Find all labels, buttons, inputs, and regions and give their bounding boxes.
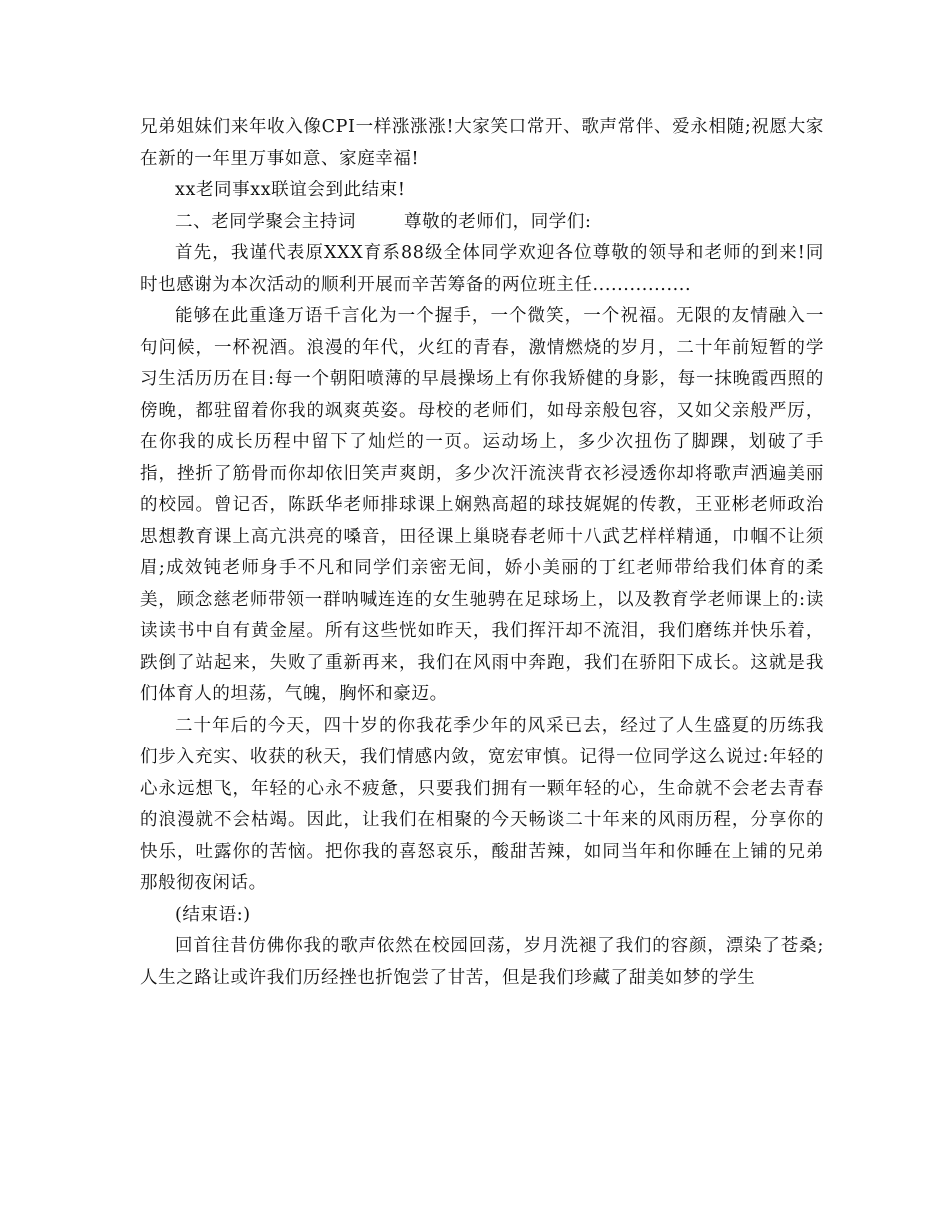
salutation: 尊敬的老师们，同学们: bbox=[404, 211, 592, 232]
paragraph-memories: 能够在此重逢万语千言化为一个握手，一个微笑，一个祝福。无限的友情融入一句问候，一杯祝酒。浪漫的年代，火红的青春，激情燃烧的岁月，二十年前短暂的学习生活历历在目:每一个朝阳喷薄的早晨操场上有你我矫健的身影，每一抹晚霞西照的傍晚，都驻留着你我的飒爽英姿。母校的老师们，如母亲般包容，又如父亲般严厉，在你我的成长历程中留下了灿烂的一页。运动场上，多少次扭伤了脚踝，划破了手指，挫折了筋骨而你却依旧笑声爽朗，多少次汗流浃背衣衫浸透你却将歌声洒遍美丽的校园。曾记否，陈跃华老师排球课上娴熟高超的球技娓娓的传教，王亚彬老师政治思想教育课上高亢洪亮的嗓音，田径课上巢晓春老师十八武艺样样精通，巾帼不让须眉;成效钝老师身手不凡和同学们亲密无间，娇小美丽的丁红老师带给我们体育的柔美，顾念慈老师带领一群呐喊连连的女生驰骋在足球场上，以及教育学老师课上的:读读读书中自有黄金屋。所有这些恍如昨天，我们挥汗却不流泪，我们磨练并快乐着，跌倒了站起来，失败了重新再来，我们在风雨中奔跑，我们在骄阳下成长。这就是我们体育人的坦荡，气魄，胸怀和豪迈。 bbox=[140, 306, 824, 704]
paragraph-closing-wishes: 兄弟姐妹们来年收入像CPI一样涨涨涨!大家笑口常开、歌声常伴、爱永相随;祝愿大家在新的一年里万事如意、家庭幸福! bbox=[140, 117, 824, 169]
paragraph-looking-back: 回首往昔仿佛你我的歌声依然在校园回荡，岁月洗褪了我们的容颜，漂染了苍桑;人生之路让或许我们历经挫也折饱尝了甘苦，但是我们珍藏了甜美如梦的学生 bbox=[140, 936, 824, 988]
document-body bbox=[140, 112, 824, 994]
section-heading: 二、老同学聚会主持词 bbox=[175, 211, 356, 232]
paragraph-twenty-years-later: 二十年后的今天，四十岁的你我花季少年的风采已去，经过了人生盛夏的历练我们步入充实、收获的秋天，我们情感内敛，宽宏审慎。记得一位同学这么说过:年轻的心永远想飞，年轻的心永不疲惫，只要我们拥有一颗年轻的心，生命就不会老去青春的浪漫就不会枯竭。因此，让我们在相聚的今天畅谈二十年来的风雨历程，分享你的快乐，吐露你的苦恼。把你我的喜怒哀乐，酸甜苦辣，如同当年和你睡在上铺的兄弟那般彻夜闲话。 bbox=[140, 715, 824, 893]
section-heading-line bbox=[140, 207, 824, 239]
paragraph-event-end: xx老同事xx联谊会到此结束! bbox=[175, 180, 406, 200]
paragraph-welcome: 首先，我谨代表原XXX育系88级全体同学欢迎各位尊敬的领导和老师的到来!同时也感谢为本次活动的顺利开展而辛苦筹备的两位班主任................ bbox=[140, 243, 824, 295]
paragraph-closing-label: (结束语:) bbox=[175, 904, 251, 925]
